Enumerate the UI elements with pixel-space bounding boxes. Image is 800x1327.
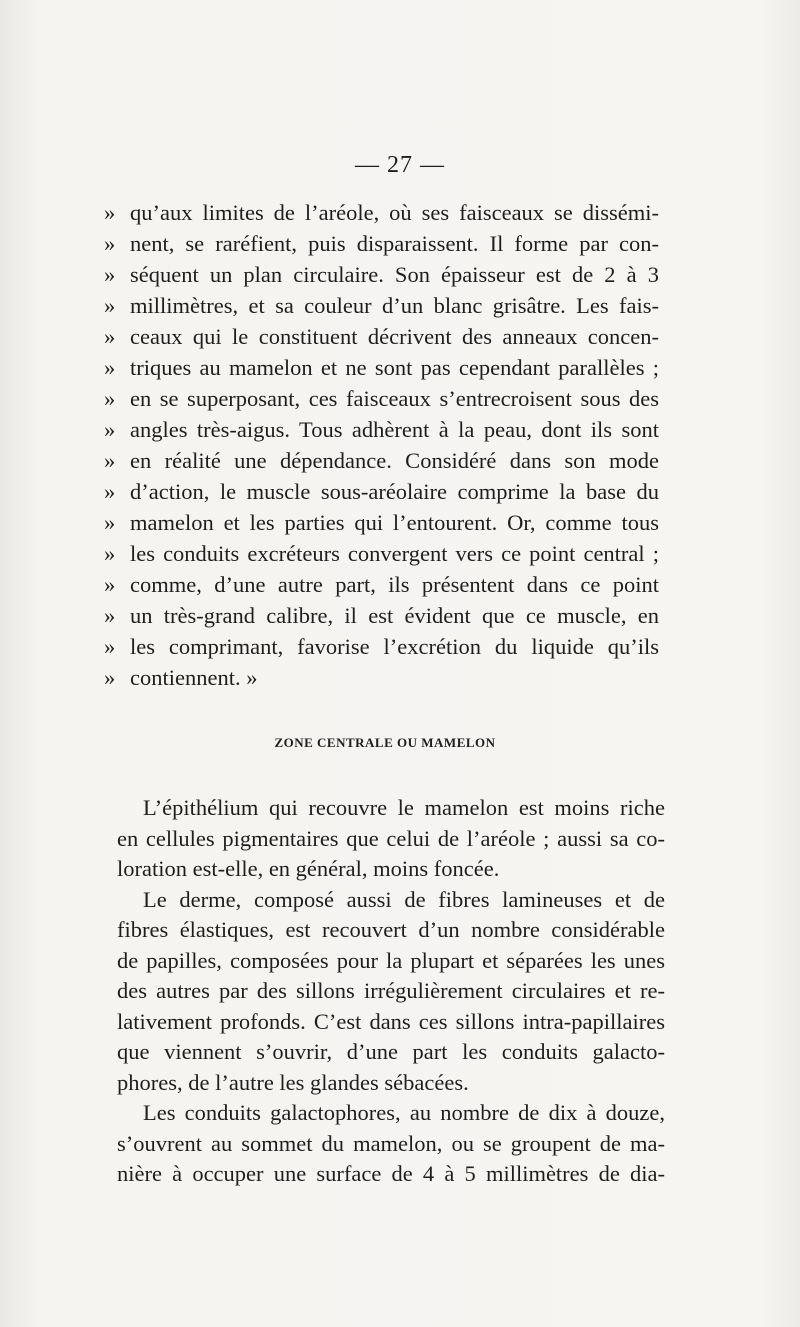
quote-line: » comme, d’une autre part, ils présentent dans ce point [104,569,659,600]
quote-mark: » [104,572,116,597]
quote-mark: » [104,634,116,659]
body-text [117,793,665,1190]
quote-line: » nent, se raréfient, puis disparaissent. Il forme par con- [104,228,659,259]
quote-mark: » [104,231,116,256]
text-line: Le derme, composé aussi de fibres lamineuses et de [143,886,665,912]
quote-mark: » [104,200,116,225]
paragraph [117,793,665,885]
quote-mark: » [104,479,116,504]
quote-mark: » [104,324,116,349]
quote-line: » mamelon et les parties qui l’entourent. Or, comme tous [104,507,659,538]
text-line: fibres élastiques, est recouvert d’un nombre considérable [117,917,665,942]
paragraph [117,1098,665,1190]
quote-line: » en se superposant, ces faisceaux s’entrecroisent sous des [104,383,659,414]
quote-line: » les conduits excréteurs convergent vers ce point central ; [104,538,659,569]
text-line: lativement profonds. C’est dans ces sillons intra-papillaires [117,1008,665,1034]
quote-line: » qu’aux limites de l’aréole, où ses faisceaux se dissémi- [104,197,659,228]
quote-line: » d’action, le muscle sous-aréolaire comprime la base du [104,476,659,507]
quote-line: » millimètres, et sa couleur d’un blanc grisâtre. Les fais- [104,290,659,321]
quote-line: » séquent un plan circulaire. Son épaisseur est de 2 à 3 [104,259,659,290]
text-line: nière à occuper une surface de 4 à 5 millimètres de dia- [117,1161,665,1186]
quote-line: » contiennent. » [104,662,659,693]
quote-line: » en réalité une dépendance. Considéré dans son mode [104,445,659,476]
quote-line: » triques au mamelon et ne sont pas cependant parallèles ; [104,352,659,383]
text-line: loration est-elle, en général, moins foncée. [117,856,500,881]
quote-mark: » [104,355,116,380]
text-line: s’ouvrent au sommet du mamelon, ou se groupent de ma- [117,1130,665,1156]
text-line: Les conduits galactophores, au nombre de dix à douze, [143,1100,665,1125]
quote-mark: » [104,448,116,473]
quote-line: » angles très-aigus. Tous adhèrent à la peau, dont ils sont [104,414,659,445]
quote-mark: » [104,541,116,566]
quote-mark: » [104,510,116,535]
text-line: de papilles, composées pour la plupart et séparées les unes [117,947,665,973]
quote-line: » un très-grand calibre, il est évident que ce muscle, en [104,600,659,631]
quote-mark: » [104,603,116,628]
quote-mark: » [104,262,116,287]
text-line: des autres par des sillons irrégulièrement circulaires et re- [117,978,665,1003]
text-line: en cellules pigmentaires que celui de l’aréole ; aussi sa co- [117,825,665,851]
quoted-passage [104,197,659,693]
page-number: — 27 — [355,152,445,178]
quote-mark: » [104,665,116,690]
text-line: que viennent s’ouvrir, d’une part les conduits galacto- [117,1039,665,1064]
section-title: ZONE CENTRALE OU MAMELON [274,735,496,750]
quote-mark: » [104,293,116,318]
paragraph [117,885,665,1099]
quote-line: » ceaux qui le constituent décrivent des anneaux concen- [104,321,659,352]
quote-mark: » [104,417,116,442]
quote-mark: » [104,386,116,411]
quote-line: » les comprimant, favorise l’excrétion du liquide qu’ils [104,631,659,662]
text-line: phores, de l’autre les glandes sébacées. [117,1069,469,1095]
text-line: L’épithélium qui recouvre le mamelon est moins riche [143,795,665,820]
